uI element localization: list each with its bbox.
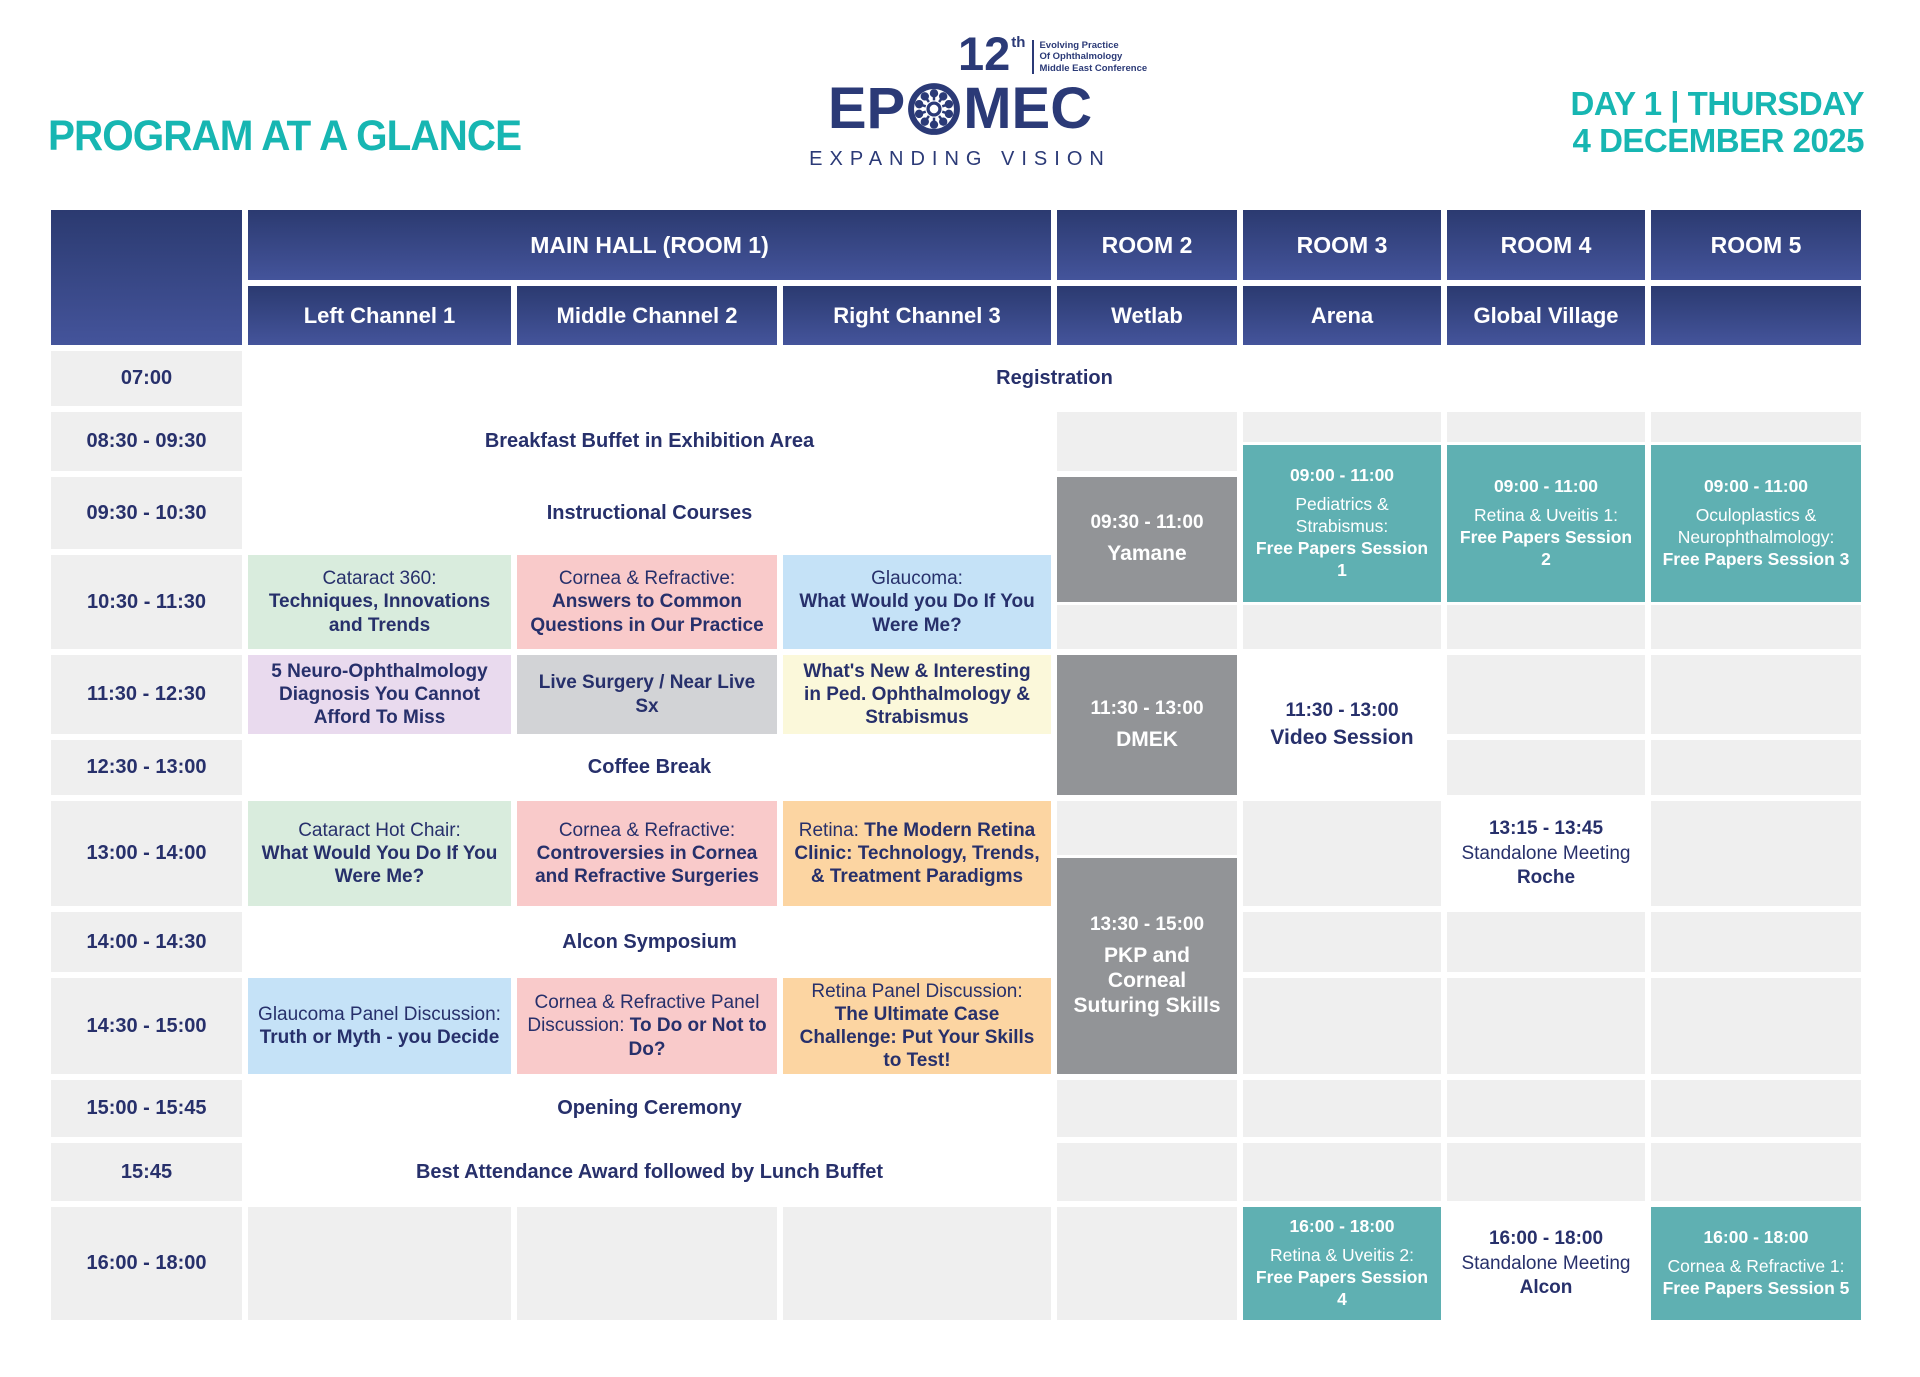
opening-ceremony-row: Opening Ceremony: [245, 1077, 1054, 1140]
session-retina-panel: Retina Panel Discussion: The Ultimate Case Challenge: Put Your Skills to Test!: [780, 975, 1054, 1077]
empty-cell: [1444, 1140, 1648, 1204]
empty-cell: [1240, 1140, 1444, 1204]
session-cornea-answers: Cornea & Refractive: Answers to Common Questions in Our Practice: [514, 552, 780, 652]
header-arena: Arena: [1240, 283, 1444, 348]
empty-cell: [1648, 1077, 1864, 1140]
empty-cell: [1444, 1077, 1648, 1140]
empty-cell: [1240, 1077, 1444, 1140]
header-middle-channel-2: Middle Channel 2: [514, 283, 780, 348]
empty-cell: [1648, 737, 1864, 798]
wetlab-yamane-block: 09:30 - 11:00 Yamane: [1054, 474, 1240, 605]
empty-cell: [245, 1204, 514, 1323]
empty-cell: [1648, 909, 1864, 975]
alcon-symposium-row: Alcon Symposium: [245, 909, 1054, 975]
time-cell-1230: 12:30 - 13:00: [48, 737, 245, 798]
registration-row: Registration: [245, 348, 1864, 409]
best-attendance-row: Best Attendance Award followed by Lunch Buffet: [245, 1140, 1054, 1204]
arena-free-papers-1-block: 09:00 - 11:00 Pediatrics & Strabismus: Free Papers Session 1: [1240, 442, 1444, 605]
empty-cell: [1054, 1140, 1240, 1204]
time-cell-1030: 10:30 - 11:30: [48, 552, 245, 652]
empty-cell: [1648, 652, 1864, 737]
empty-cell: [1240, 975, 1444, 1077]
header-global-village: Global Village: [1444, 283, 1648, 348]
header-room5-blank: [1648, 283, 1864, 348]
wetlab-dmek-block: 11:30 - 13:00 DMEK: [1054, 652, 1240, 798]
empty-cell: [780, 1204, 1054, 1323]
wetlab-pkp-block: 13:30 - 15:00 PKP and Corneal Suturing Skills: [1054, 855, 1240, 1077]
header-room-3: ROOM 3: [1240, 207, 1444, 283]
header-room-5: ROOM 5: [1648, 207, 1864, 283]
session-cornea-panel: Cornea & Refractive Panel Discussion: To Do or Not to Do?: [514, 975, 780, 1077]
room5-free-papers-5-block: 16:00 - 18:00 Cornea & Refractive 1: Free Papers Session 5: [1648, 1204, 1864, 1323]
day-date-label: DAY 1 | THURSDAY 4 DECEMBER 2025: [1570, 85, 1864, 159]
edition-badge: [958, 27, 1148, 80]
coffee-break-row: Coffee Break: [245, 737, 1054, 798]
empty-cell: [1648, 1140, 1864, 1204]
empty-cell: [1444, 909, 1648, 975]
global-village-free-papers-2-block: 09:00 - 11:00 Retina & Uveitis 1: Free Papers Session 2: [1444, 442, 1648, 605]
epomec-wordmark: EP MEC: [827, 76, 1093, 141]
instructional-courses-row: Instructional Courses: [245, 474, 1054, 552]
global-village-alcon-block: 16:00 - 18:00 Standalone Meeting Alcon: [1444, 1204, 1648, 1323]
time-cell-1400: 14:00 - 14:30: [48, 909, 245, 975]
header-wetlab: Wetlab: [1054, 283, 1240, 348]
empty-cell: [1240, 798, 1444, 909]
session-cataract-360: Cataract 360: Techniques, Innovations and Trends: [245, 552, 514, 652]
logo-subtitle: EXPANDING VISION: [809, 148, 1111, 170]
time-cell-1300: 13:00 - 14:00: [48, 798, 245, 909]
time-cell-0700: 07:00: [48, 348, 245, 409]
session-modern-retina-clinic: Retina: The Modern Retina Clinic: Technology, Trends, & Treatment Paradigms: [780, 798, 1054, 909]
time-cell-1500: 15:00 - 15:45: [48, 1077, 245, 1140]
breakfast-row: Breakfast Buffet in Exhibition Area: [245, 409, 1054, 474]
session-cornea-controversies: Cornea & Refractive: Controversies in Cornea and Refractive Surgeries: [514, 798, 780, 909]
session-live-surgery: Live Surgery / Near Live Sx: [514, 652, 780, 737]
time-cell-1430: 14:30 - 15:00: [48, 975, 245, 1077]
session-neuro-ophthalmology: 5 Neuro-Ophthalmology Diagnosis You Cannot Afford To Miss: [245, 652, 514, 737]
corner-header-cell: [48, 207, 245, 348]
room5-free-papers-3-block: 09:00 - 11:00 Oculoplastics & Neurophthalmology: Free Papers Session 3: [1648, 442, 1864, 605]
time-cell-0830: 08:30 - 09:30: [48, 409, 245, 474]
empty-cell: [1054, 1204, 1240, 1323]
edition-number: 12: [958, 27, 1011, 80]
empty-cell: [514, 1204, 780, 1323]
header-right-channel-3: Right Channel 3: [780, 283, 1054, 348]
arena-video-session-block: 11:30 - 13:00 Video Session: [1240, 652, 1444, 798]
arena-free-papers-4-block: 16:00 - 18:00 Retina & Uveitis 2: Free Papers Session 4: [1240, 1204, 1444, 1323]
session-cataract-hot-chair: Cataract Hot Chair: What Would You Do If You Were Me?: [245, 798, 514, 909]
header-left-channel-1: Left Channel 1: [245, 283, 514, 348]
empty-cell: [1444, 975, 1648, 1077]
empty-cell: [1648, 975, 1864, 1077]
header-room-4: ROOM 4: [1444, 207, 1648, 283]
empty-cell: [1648, 798, 1864, 909]
session-whats-new-ped-ophthalmology: What's New & Interesting in Ped. Ophthalmology & Strabismus: [780, 652, 1054, 737]
header-main-hall: MAIN HALL (ROOM 1): [245, 207, 1054, 283]
epomec-logo: [770, 26, 1150, 176]
epomec-gear-icon: [905, 82, 963, 136]
empty-cell: [1240, 909, 1444, 975]
session-glaucoma-panel: Glaucoma Panel Discussion: Truth or Myth - you Decide: [245, 975, 514, 1077]
time-cell-1545: 15:45: [48, 1140, 245, 1204]
time-cell-0930: 09:30 - 10:30: [48, 474, 245, 552]
session-glaucoma-what-would-you-do: Glaucoma: What Would you Do If You Were Me?: [780, 552, 1054, 652]
page-title: PROGRAM AT A GLANCE: [48, 112, 522, 160]
empty-cell: [1444, 737, 1648, 798]
time-cell-1600: 16:00 - 18:00: [48, 1204, 245, 1323]
edition-suffix: th: [1011, 34, 1026, 51]
time-cell-1130: 11:30 - 12:30: [48, 652, 245, 737]
empty-cell: [1054, 1077, 1240, 1140]
global-village-roche-block: 13:15 - 13:45 Standalone Meeting Roche: [1444, 798, 1648, 909]
empty-cell: [1444, 652, 1648, 737]
conference-tagline: Evolving Practice Of Ophthalmology Middle East Conference: [1032, 40, 1147, 74]
empty-cell: [1054, 409, 1240, 474]
header-room-2: ROOM 2: [1054, 207, 1240, 283]
